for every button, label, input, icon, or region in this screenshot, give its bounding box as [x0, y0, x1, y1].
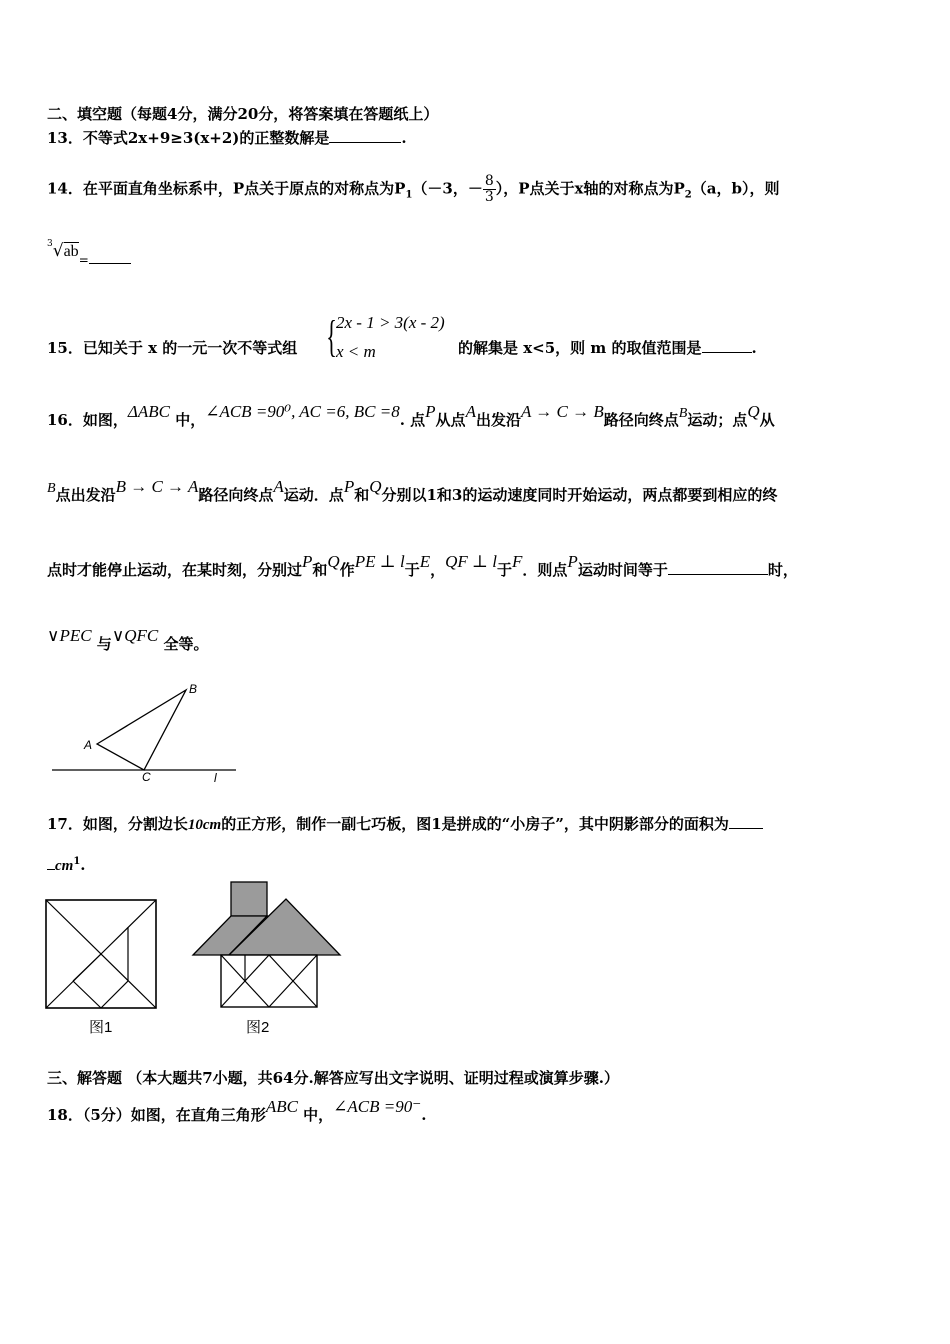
q14-text-b: （－3，－ — [412, 179, 483, 198]
q15-suffix-text: 的解集是 x<5，则 m 的取值范围是 — [458, 339, 702, 357]
q13-text: 13．不等式2x+9≥3(x+2)的正整数解是 — [47, 129, 330, 147]
q14-root-index: 3 — [47, 239, 53, 249]
q16-point-f: F — [512, 552, 523, 571]
q16-text-l3d: 于 — [404, 561, 420, 579]
q16-text-b: 中， — [175, 411, 206, 429]
q16-text-c: . 点 — [399, 411, 426, 429]
fig-label-c: C — [142, 770, 151, 784]
q16-text-g: 运动；点 — [687, 411, 748, 429]
q16-text-l2a: 点出发沿 — [55, 486, 116, 504]
q16-text-l3g: ．则点 — [522, 561, 568, 579]
question-13 — [47, 128, 407, 148]
house-body — [221, 955, 317, 1007]
q16-point-q-2: Q — [369, 477, 382, 496]
question-14 — [47, 174, 779, 206]
fig-label-l: l — [214, 771, 217, 785]
q16-line-4 — [47, 626, 209, 654]
q18-angle: ∠ACB =90⁻ — [333, 1097, 422, 1116]
q16-point-p: P — [425, 402, 436, 421]
q18-period: . — [421, 1106, 427, 1124]
q15-period: . — [751, 339, 757, 357]
q16-point-a-2: A — [273, 477, 284, 496]
q16-text-l2d: 和 — [354, 486, 370, 504]
q16-triangle-pec: ∨PEC — [47, 626, 92, 645]
q16-path-p: A → C → B — [520, 402, 604, 421]
q16-triangle-qfc: ∨QFC — [111, 626, 159, 645]
q14-p2-subscript: 2 — [684, 189, 692, 201]
q18-text-a: 18．（5分）如图，在直角三角形 — [47, 1106, 266, 1124]
q16-text-l4a: 与 — [96, 635, 112, 653]
q16-text-e: 出发沿 — [475, 411, 521, 429]
chimney — [231, 882, 267, 916]
q14-answer-line — [47, 238, 131, 267]
q16-point-b: B — [678, 406, 688, 421]
roof-left — [193, 916, 267, 955]
q17-line-2 — [47, 852, 86, 876]
q16-text-d: 从点 — [435, 411, 466, 429]
q16-text-l2c: 运动．点 — [283, 486, 344, 504]
q14-frac-den: 3 — [484, 189, 494, 205]
q14-answer-blank[interactable] — [89, 249, 131, 264]
q15-suffix — [458, 338, 757, 358]
q17-text-a: 17．如图，分割边长 — [47, 815, 188, 833]
q14-root-body: ab — [63, 243, 79, 260]
q16-line-2 — [47, 477, 778, 507]
fig-label-b: B — [189, 682, 198, 696]
q15-prefix: 15．已知关于 x 的一元一次不等式组 — [47, 339, 298, 357]
question-18 — [47, 1097, 427, 1125]
q16-point-q-3: Q — [327, 552, 340, 571]
q18-text-b: 中， — [303, 1106, 334, 1124]
fig2-caption: 图2 — [246, 1019, 270, 1036]
q16-text-l2b: 路径向终点 — [198, 486, 274, 504]
q16-point-p-4: P — [567, 552, 578, 571]
q17-unit-sup: 1 — [73, 856, 81, 867]
q16-text-l3c: 作 — [339, 561, 355, 579]
q17-answer-blank-2[interactable] — [47, 855, 55, 870]
q16-pe-perp: PE ⊥ l — [354, 552, 405, 571]
roof-right — [229, 899, 340, 955]
q16-line-1 — [47, 402, 775, 432]
q16-text-l2e: 分别以1和3的运动速度同时开始运动，两点都要到相应的终 — [381, 486, 778, 504]
q14-fraction — [483, 174, 496, 205]
fig-label-a: A — [84, 738, 93, 752]
q17-period: . — [80, 856, 86, 874]
q16-point-e: E — [419, 552, 431, 571]
q17-length: 10cm — [187, 817, 222, 833]
q16-point-p-3: P — [302, 552, 313, 571]
q14-text-c: ），P点关于x轴的对称点为P — [495, 179, 685, 198]
section2-header: 二、填空题（每题4分，满分20分，将答案填在答题纸上） — [47, 105, 439, 123]
triangle-abc — [97, 690, 186, 770]
q16-text-l3b: 和 — [312, 561, 328, 579]
q16-text-l4b: 全等。 — [163, 635, 209, 653]
q17-text-b: 的正方形，制作一副七巧板，图1是拼成的“小房子”，其中阴影部分的面积为 — [221, 815, 729, 833]
q16-text-l3h: 运动时间等于 — [577, 561, 668, 579]
q16-text-l3a: 点时才能停止运动，在某时刻，分别过 — [47, 561, 303, 579]
q15-system-line-2: x < m — [336, 342, 376, 361]
brace-icon: { — [326, 312, 337, 361]
q16-text-l3i: 时， — [767, 561, 798, 579]
q17-line-1 — [47, 814, 763, 835]
q17-unit: cm — [55, 858, 74, 874]
q16-text-l3e: ， — [430, 561, 446, 579]
q16-conditions: ∠ACB =90⁰, AC =6, BC =8 — [205, 402, 400, 421]
q14-equals: = — [78, 253, 89, 267]
q16-point-b-2: B — [47, 481, 56, 496]
q17-answer-blank[interactable] — [729, 814, 763, 829]
q16-path-q: B → C → A — [115, 477, 199, 496]
q16-answer-blank[interactable] — [668, 560, 768, 575]
q16-qf-perp: QF ⊥ l — [445, 552, 497, 571]
q13-period: . — [401, 129, 407, 147]
q15-answer-blank[interactable] — [702, 338, 752, 353]
q14-frac-num: 8 — [484, 173, 494, 189]
q16-text-h: 从 — [759, 411, 775, 429]
q16-triangle: ΔABC — [127, 402, 170, 421]
tangram-square — [46, 900, 156, 1008]
q16-text-f: 路径向终点 — [603, 411, 679, 429]
q13-answer-blank[interactable] — [329, 128, 401, 143]
q16-line-3 — [47, 552, 798, 580]
q14-text-d: （a，b），则 — [691, 179, 780, 198]
q18-triangle: ABC — [265, 1097, 298, 1116]
fig1-caption: 图1 — [89, 1019, 113, 1036]
q14-p1-subscript: 1 — [405, 189, 413, 201]
q16-point-a: A — [465, 402, 476, 421]
radical-icon: √ — [52, 241, 64, 261]
q15-system-line-1: 2x - 1 > 3(x - 2) — [336, 313, 445, 332]
q16-text-l3f: 于 — [497, 561, 513, 579]
section3-header: 三、解答题 （本大题共7小题，共64分.解答应写出文字说明、证明过程或演算步骤.） — [47, 1069, 619, 1087]
q16-point-q: Q — [747, 402, 760, 421]
q14-text-a: 14．在平面直角坐标系中，P点关于原点的对称点为P — [47, 179, 406, 198]
q16-point-p-2: P — [343, 477, 355, 496]
q16-text-a: 16．如图， — [47, 411, 128, 429]
